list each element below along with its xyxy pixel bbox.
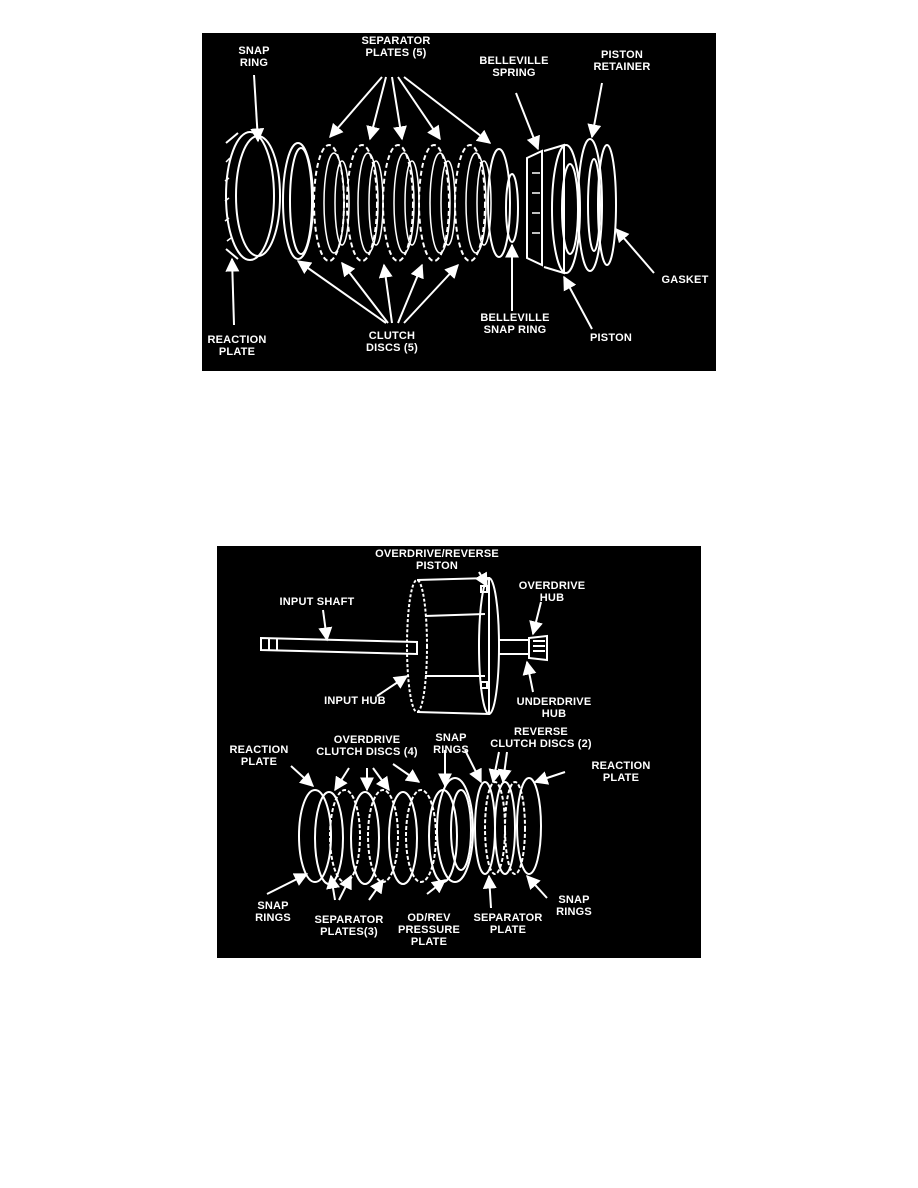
pressure-plate-part: [437, 778, 473, 882]
label-separator-plate: SEPARATOR PLATE: [473, 912, 543, 936]
label-gasket: GASKET: [661, 274, 709, 286]
label-snap-rings-right: SNAP RINGS: [556, 894, 592, 918]
clutch-parts-drawing-1: [202, 33, 716, 371]
label-piston-retainer: PISTON RETAINER: [593, 49, 651, 73]
reverse-clutch-pack-part: [475, 778, 541, 874]
lower-clutch-pack-part: [299, 790, 457, 884]
label-overdrive-reverse-piston: OVERDRIVE/REVERSE PISTON: [375, 548, 499, 572]
clutch-assembly-diagram-1: [202, 33, 716, 371]
input-hub-part: [407, 578, 499, 714]
label-underdrive-hub: UNDERDRIVE HUB: [516, 696, 592, 720]
label-reverse-clutch-discs: REVERSE CLUTCH DISCS (2): [490, 726, 592, 750]
piston-part: [544, 145, 580, 273]
label-snap-rings-left: SNAP RINGS: [255, 900, 291, 924]
label-input-shaft: INPUT SHAFT: [279, 596, 355, 608]
underdrive-hub-part: [499, 636, 547, 660]
label-reaction-plate-right: REACTION PLATE: [591, 760, 651, 784]
label-belleville-snap-ring: BELLEVILLE SNAP RING: [480, 312, 550, 336]
label-clutch-discs: CLUTCH DISCS (5): [366, 330, 418, 354]
belleville-spring-part: [527, 151, 542, 265]
label-separator-plates: SEPARATOR PLATES(3): [314, 914, 384, 938]
input-shaft-part: [261, 638, 417, 654]
reaction-plate-part: [225, 132, 280, 260]
label-snap-ring: SNAP RING: [238, 45, 270, 69]
label-separator-plates: SEPARATOR PLATES (5): [361, 35, 431, 59]
label-reaction-plate-left: REACTION PLATE: [229, 744, 289, 768]
label-input-hub: INPUT HUB: [324, 695, 386, 707]
label-reaction-plate: REACTION PLATE: [207, 334, 267, 358]
clutch-assembly-diagram-2: [217, 546, 701, 958]
label-belleville-spring: BELLEVILLE SPRING: [479, 55, 549, 79]
label-piston: PISTON: [590, 332, 632, 344]
belleville-snap-ring-part: [506, 174, 518, 242]
label-overdrive-hub: OVERDRIVE HUB: [518, 580, 586, 604]
label-overdrive-clutch-discs: OVERDRIVE CLUTCH DISCS (4): [316, 734, 418, 758]
label-od-rev-pressure-plate: OD/REV PRESSURE PLATE: [397, 912, 461, 948]
label-snap-rings-top: SNAP RINGS: [433, 732, 469, 756]
